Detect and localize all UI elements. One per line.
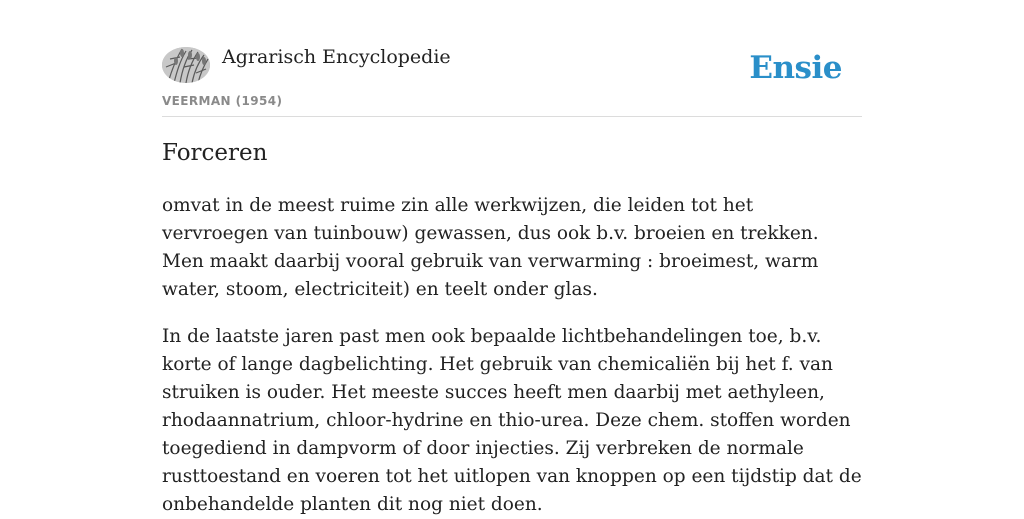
entry-paragraph-1: omvat in de meest ruime zin alle werkwijzen, die leiden tot het vervroegen van tuinbouw) gewassen, dus ook b.v. broeien en trekken. Men maakt daarbij vooral gebruik van verwarming : broeimest, warm water, stoom, electriciteit) en teelt onder glas.: [162, 195, 819, 300]
ensie-logo-link[interactable]: Ensie: [749, 50, 842, 86]
book-title-link[interactable]: Agrarisch Encyclopedie: [222, 46, 451, 68]
page-container: [162, 0, 862, 515]
page-header: [162, 0, 862, 117]
entry-paragraph-2: In de laatste jaren past men ook bepaalde lichtbehandelingen toe, b.v. korte of lange dagbelichting. Het gebruik van chemicaliën bij het f. van struiken is ouder. Het meeste succes heeft men daarbij met aethyleen, rhodaannatrium, chloor-hydrine en thio-urea. Deze chem. stoffen worden toegediend in dampvorm of door injecties. Zij verbreken de normale rusttoestand en voeren tot het uitlopen van knoppen op een tijdstip dat de onbehandelde planten dit nog niet doen.: [162, 326, 862, 515]
book-source: VEERMAN (1954): [162, 94, 283, 108]
entry-title: Forceren: [162, 140, 268, 166]
wheat-illustration-icon[interactable]: [162, 47, 210, 83]
